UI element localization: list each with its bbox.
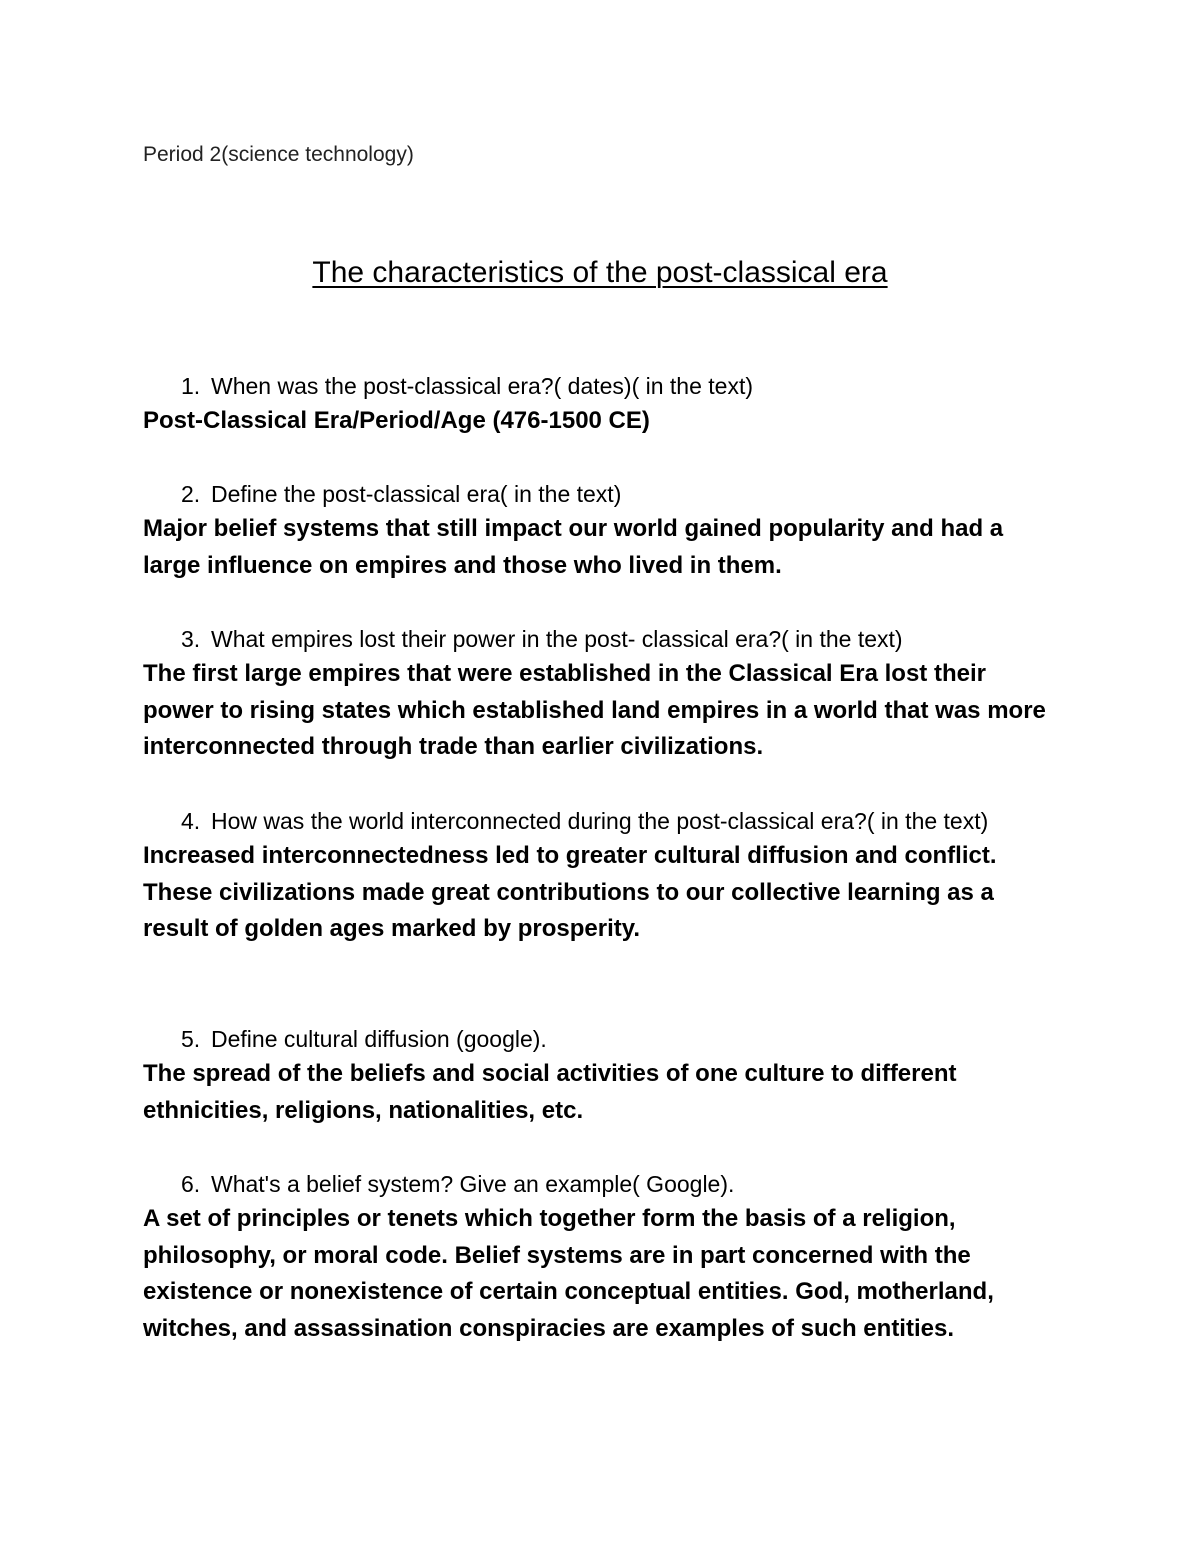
question-number: 1.: [181, 373, 201, 399]
answer-3: The first large empires that were established in the Classical Era lost their power to rising states which established land empires in a world that was more interconnected through trade than earlier civilizations.: [143, 660, 1046, 760]
question-text: What empires lost their power in the post- classical era?( in the text): [211, 626, 903, 652]
question-text: Define cultural diffusion (google).: [211, 1026, 547, 1052]
answer-2: Major belief systems that still impact our world gained popularity and had a large influence on empires and those who lived in them.: [143, 515, 1004, 579]
qa-item-2: [143, 477, 1063, 584]
question-5: [143, 1022, 1063, 1056]
qa-item-4: [143, 804, 1063, 948]
question-number: 3.: [181, 626, 201, 652]
question-4: [143, 804, 1063, 838]
period-label: Period 2(science technology): [143, 143, 414, 166]
question-number: 5.: [181, 1026, 201, 1052]
qa-item-6: [143, 1167, 1063, 1347]
question-text: How was the world interconnected during the post-classical era?( in the text): [211, 808, 989, 834]
qa-item-1: [143, 369, 1063, 440]
question-number: 2.: [181, 481, 201, 507]
qa-item-3: [143, 622, 1063, 766]
qa-item-5: [143, 1022, 1063, 1129]
question-3: [143, 622, 1063, 656]
answer-6: A set of principles or tenets which together form the basis of a religion, philosophy, or moral code. Belief systems are in part concerned with the existence or nonexistence of certain conceptual entities. God, motherland, witches, and assassination conspiracies are examples of such entities.: [143, 1205, 994, 1342]
document-title: The characteristics of the post-classical era: [312, 256, 888, 289]
question-6: [143, 1167, 1063, 1201]
question-2: [143, 477, 1063, 511]
question-text: What's a belief system? Give an example( Google).: [211, 1171, 735, 1197]
answer-5: The spread of the beliefs and social activities of one culture to different ethnicities, religions, nationalities, etc.: [143, 1060, 957, 1124]
answer-4: Increased interconnectedness led to greater cultural diffusion and conflict. These civilizations made great contributions to our collective learning as a result of golden ages marked by prosperity.: [143, 842, 997, 942]
question-number: 6.: [181, 1171, 201, 1197]
answer-1: Post-Classical Era/Period/Age (476-1500 CE): [143, 407, 650, 434]
question-text: Define the post-classical era( in the text): [211, 481, 622, 507]
question-1: [143, 369, 1063, 403]
question-text: When was the post-classical era?( dates)( in the text): [211, 373, 754, 399]
question-number: 4.: [181, 808, 201, 834]
